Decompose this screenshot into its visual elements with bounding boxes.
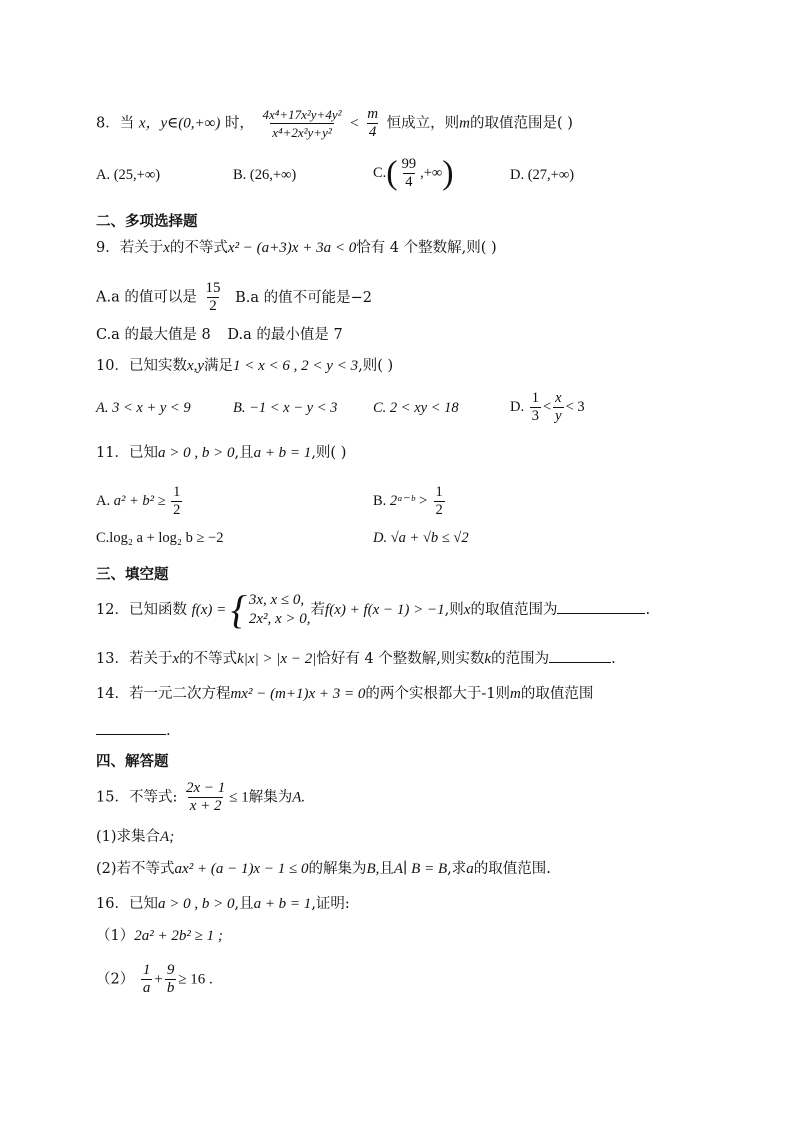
q15-p2-set-b: B, (366, 861, 380, 877)
q10-d-num1: 1 (531, 390, 539, 406)
q8-option-c-num: 99 (401, 156, 417, 172)
q11-stem: 11．已知 (96, 445, 158, 461)
q15-p2-e: 的取值范围. (473, 861, 551, 877)
q8-fraction-num: 4x⁴+17x²y+4y² (262, 107, 342, 122)
q9-options-ab (96, 280, 372, 315)
q12-case-lines (249, 591, 311, 629)
q8-m-fraction (365, 106, 380, 141)
q12-tail1: ,则 (444, 602, 464, 618)
q15-p1-a: A; (160, 829, 175, 845)
q8-m-den: 4 (368, 124, 377, 140)
q8-stem-b: 时， (224, 115, 254, 132)
q10-mid: 满足 (204, 358, 234, 374)
q9-option-d: D.a 的最小值是 7 (227, 327, 343, 343)
q12-piecewise (230, 587, 311, 632)
q9-option-c: C.a 的最大值是 8 (96, 327, 211, 343)
q12-end: . (645, 602, 651, 618)
q11-cond2: a + b = 1 (253, 445, 312, 461)
q16-p2-tail: ≥ 16 . (178, 971, 213, 988)
section-3-title: 三、填空题 (96, 567, 169, 583)
question-10 (96, 356, 393, 376)
q16-p2-plus: + (154, 971, 163, 988)
question-16 (96, 894, 350, 914)
q10-option-d-label: D. (510, 398, 525, 415)
q16-p1-expr: 2a² + 2b² ≥ 1 ; (134, 928, 223, 944)
q10-d-den2: y (555, 408, 562, 424)
q15-stem: 15．不等式: (96, 789, 178, 806)
q8-cond: x，y∈(0,+∞) (138, 115, 221, 132)
q13-stem: 13．若关于 (96, 651, 173, 667)
q16-stem: 16．已知 (96, 896, 158, 912)
q12-cond: f(x) + f(x − 1) > −1 (325, 602, 445, 618)
q16-cond2: a + b = 1 (253, 896, 312, 912)
q8-option-a: A. (25,+∞) (96, 167, 161, 183)
section-4-title: 四、解答题 (96, 754, 169, 770)
q9-x: x (163, 240, 170, 256)
q10-d-lt: < (542, 398, 552, 415)
q13-tail1: 恰好有 4 个整数解,则实数 (316, 651, 485, 667)
q14-m: m (510, 686, 521, 702)
question-15 (96, 780, 305, 815)
q14-stem: 14．若一元二次方程 (96, 686, 231, 702)
q12-mid: 若 (310, 602, 326, 618)
section-2-title: 二、多项选择题 (96, 214, 198, 230)
q8-option-c-rparen: ) (442, 154, 454, 192)
q9-stem: 9．若关于 (96, 240, 164, 256)
q16-p1: （1） (96, 928, 135, 944)
q8-lt: < (350, 115, 359, 132)
question-9 (96, 238, 497, 258)
q12-stem: 12．已知函数 (96, 602, 187, 618)
q11-option-b (373, 484, 447, 519)
q13-tail2: 的范围为 (491, 651, 550, 667)
q11-option-a-label: A. (96, 492, 111, 509)
q8-main-fraction (261, 106, 344, 141)
q9-option-b: B.a 的值不可能是−2 (235, 289, 372, 306)
q9-ineq: x² − (a+3)x + 3a < 0 (227, 240, 357, 256)
q10-cond: 1 < x < 6 , 2 < y < 3 (233, 358, 359, 374)
q15-p2-b: 的解集为 (308, 861, 367, 877)
q8-option-c-tail: ,+∞ (420, 164, 443, 181)
q11-option-a-expr: a² + b² ≥ (113, 492, 166, 509)
q11-tail: ,则( ) (311, 445, 347, 461)
q10-tail: ,则( ) (358, 358, 394, 374)
q16-mid: ,且 (234, 896, 254, 912)
q16-p2-num2: 9 (166, 962, 175, 978)
q8-option-c-fraction (400, 156, 419, 191)
q13-ineq: k|x| > |x − 2| (237, 651, 317, 667)
q14-eq: mx² − (m+1)x + 3 = 0 (230, 686, 366, 702)
q10-option-a: A. 3 < x + y < 9 (96, 400, 191, 416)
q10-d-den1: 3 (531, 408, 539, 424)
q12-brace: { (230, 587, 247, 632)
q10-stem: 10．已知实数 (96, 358, 187, 374)
q12-tail2: 的取值范围为 (470, 602, 558, 618)
q12-case-2: 2x², x > 0, (248, 611, 311, 627)
q9-tail: 恰有 4 个整数解,则( ) (356, 240, 497, 256)
q11-option-c: C.log₂ a + log₂ b ≥ −2 (96, 530, 224, 546)
q15-den: x + 2 (189, 798, 222, 814)
q9-option-a-fraction (203, 280, 222, 315)
q16-p2-den1: a (142, 980, 151, 996)
q12-answer-blank[interactable] (557, 599, 645, 614)
q15-p2-set: A∣ B = B (393, 861, 448, 877)
q13-x: x (172, 651, 180, 667)
q8-stem: 8．当 (96, 115, 135, 132)
q15-part-1 (96, 827, 174, 847)
q16-p2: （2） (96, 971, 135, 988)
q8-var: m (459, 115, 470, 132)
q8-stem-d: 的取值范围是( ) (469, 115, 573, 132)
q16-tail: ,证明: (311, 896, 350, 912)
q10-option-d-frac2 (553, 390, 563, 425)
q13-mid: 的不等式 (179, 651, 238, 667)
q11-option-b-frac (434, 484, 445, 519)
q15-p1: (1)求集合 (96, 829, 161, 845)
q9-option-a: A.a 的值可以是 (96, 289, 197, 306)
q9-option-a-num: 15 (205, 280, 221, 296)
q11-b-num: 1 (435, 484, 443, 500)
q10-option-d-frac1 (530, 390, 541, 425)
q11-option-a-frac (171, 484, 182, 519)
q8-option-c-den: 4 (405, 174, 413, 190)
q9-options-cd (96, 325, 343, 345)
q16-cond: a > 0 , b > 0 (157, 896, 235, 912)
q8-m-num: m (367, 106, 379, 122)
q10-option-d (510, 390, 585, 425)
q11-a-den: 2 (173, 502, 181, 518)
q15-tail1: 解集为 (248, 789, 293, 806)
q13-answer-blank[interactable] (549, 648, 611, 663)
question-12 (96, 587, 651, 632)
q8-fraction-den: x⁴+2x²y+y² (272, 125, 332, 140)
q10-option-c: C. 2 < xy < 18 (373, 400, 459, 416)
q8-option-d: D. (27,+∞) (510, 167, 575, 183)
q14-answer-line (96, 720, 171, 741)
q10-option-b: B. −1 < x − y < 3 (233, 400, 338, 416)
q14-tail1: 的两个实根都大于-1则 (365, 686, 511, 702)
q8-option-b: B. (26,+∞) (233, 167, 297, 183)
q10-d-num2: x (555, 390, 562, 406)
q15-p2-d: ,求 (447, 861, 467, 877)
q11-cond: a > 0 , b > 0 (157, 445, 235, 461)
q11-option-b-label: B. (373, 492, 387, 509)
q15-fraction (184, 780, 227, 815)
q16-part-1 (96, 926, 223, 946)
q14-end: . (166, 723, 171, 739)
q16-part-2 (96, 962, 213, 997)
q12-fx: f(x) = (191, 602, 227, 618)
q8-option-c (373, 156, 454, 191)
q15-p2-ineq: ax² + (a − 1)x − 1 ≤ 0 (174, 861, 309, 877)
q16-p2-frac1 (141, 962, 153, 997)
q13-end: . (611, 651, 616, 667)
q11-b-den: 2 (435, 502, 443, 518)
q15-p2-var: a (466, 861, 474, 877)
question-13 (96, 648, 616, 669)
q12-case-1: 3x, x ≤ 0, (248, 592, 305, 608)
q15-set-a: A. (292, 789, 306, 806)
q10-vars: x,y (186, 358, 205, 374)
q15-p2-a: (2)若不等式 (96, 861, 175, 877)
q9-mid: 的不等式 (169, 240, 228, 256)
q16-p2-num1: 1 (142, 962, 151, 978)
q15-part-2 (96, 859, 551, 879)
q14-tail2: 的取值范围 (520, 686, 594, 702)
q16-p2-den2: b (166, 980, 175, 996)
q11-option-a (96, 484, 184, 519)
q13-k: k (484, 651, 492, 667)
q8-option-c-label: C. (373, 164, 387, 181)
question-14 (96, 684, 593, 704)
q11-option-d: D. √a + √b ≤ √2 (373, 530, 469, 546)
q11-a-num: 1 (173, 484, 181, 500)
q11-option-b-expr: 2ᵃ⁻ᵇ > (389, 492, 428, 509)
q15-num: 2x − 1 (185, 780, 226, 796)
question-11 (96, 443, 346, 463)
q8-option-c-lparen: ( (386, 154, 398, 192)
q12-x: x (463, 602, 471, 618)
q11-mid: ,且 (234, 445, 254, 461)
q14-answer-blank[interactable] (96, 720, 166, 735)
q15-le: ≤ 1 (229, 789, 249, 806)
q15-p2-c: 且 (379, 861, 394, 877)
q10-d-tail: < 3 (565, 398, 585, 415)
q16-p2-frac2 (165, 962, 177, 997)
q8-stem-c: 恒成立，则 (386, 115, 460, 132)
q9-option-a-den: 2 (209, 298, 217, 314)
question-8 (96, 106, 573, 141)
